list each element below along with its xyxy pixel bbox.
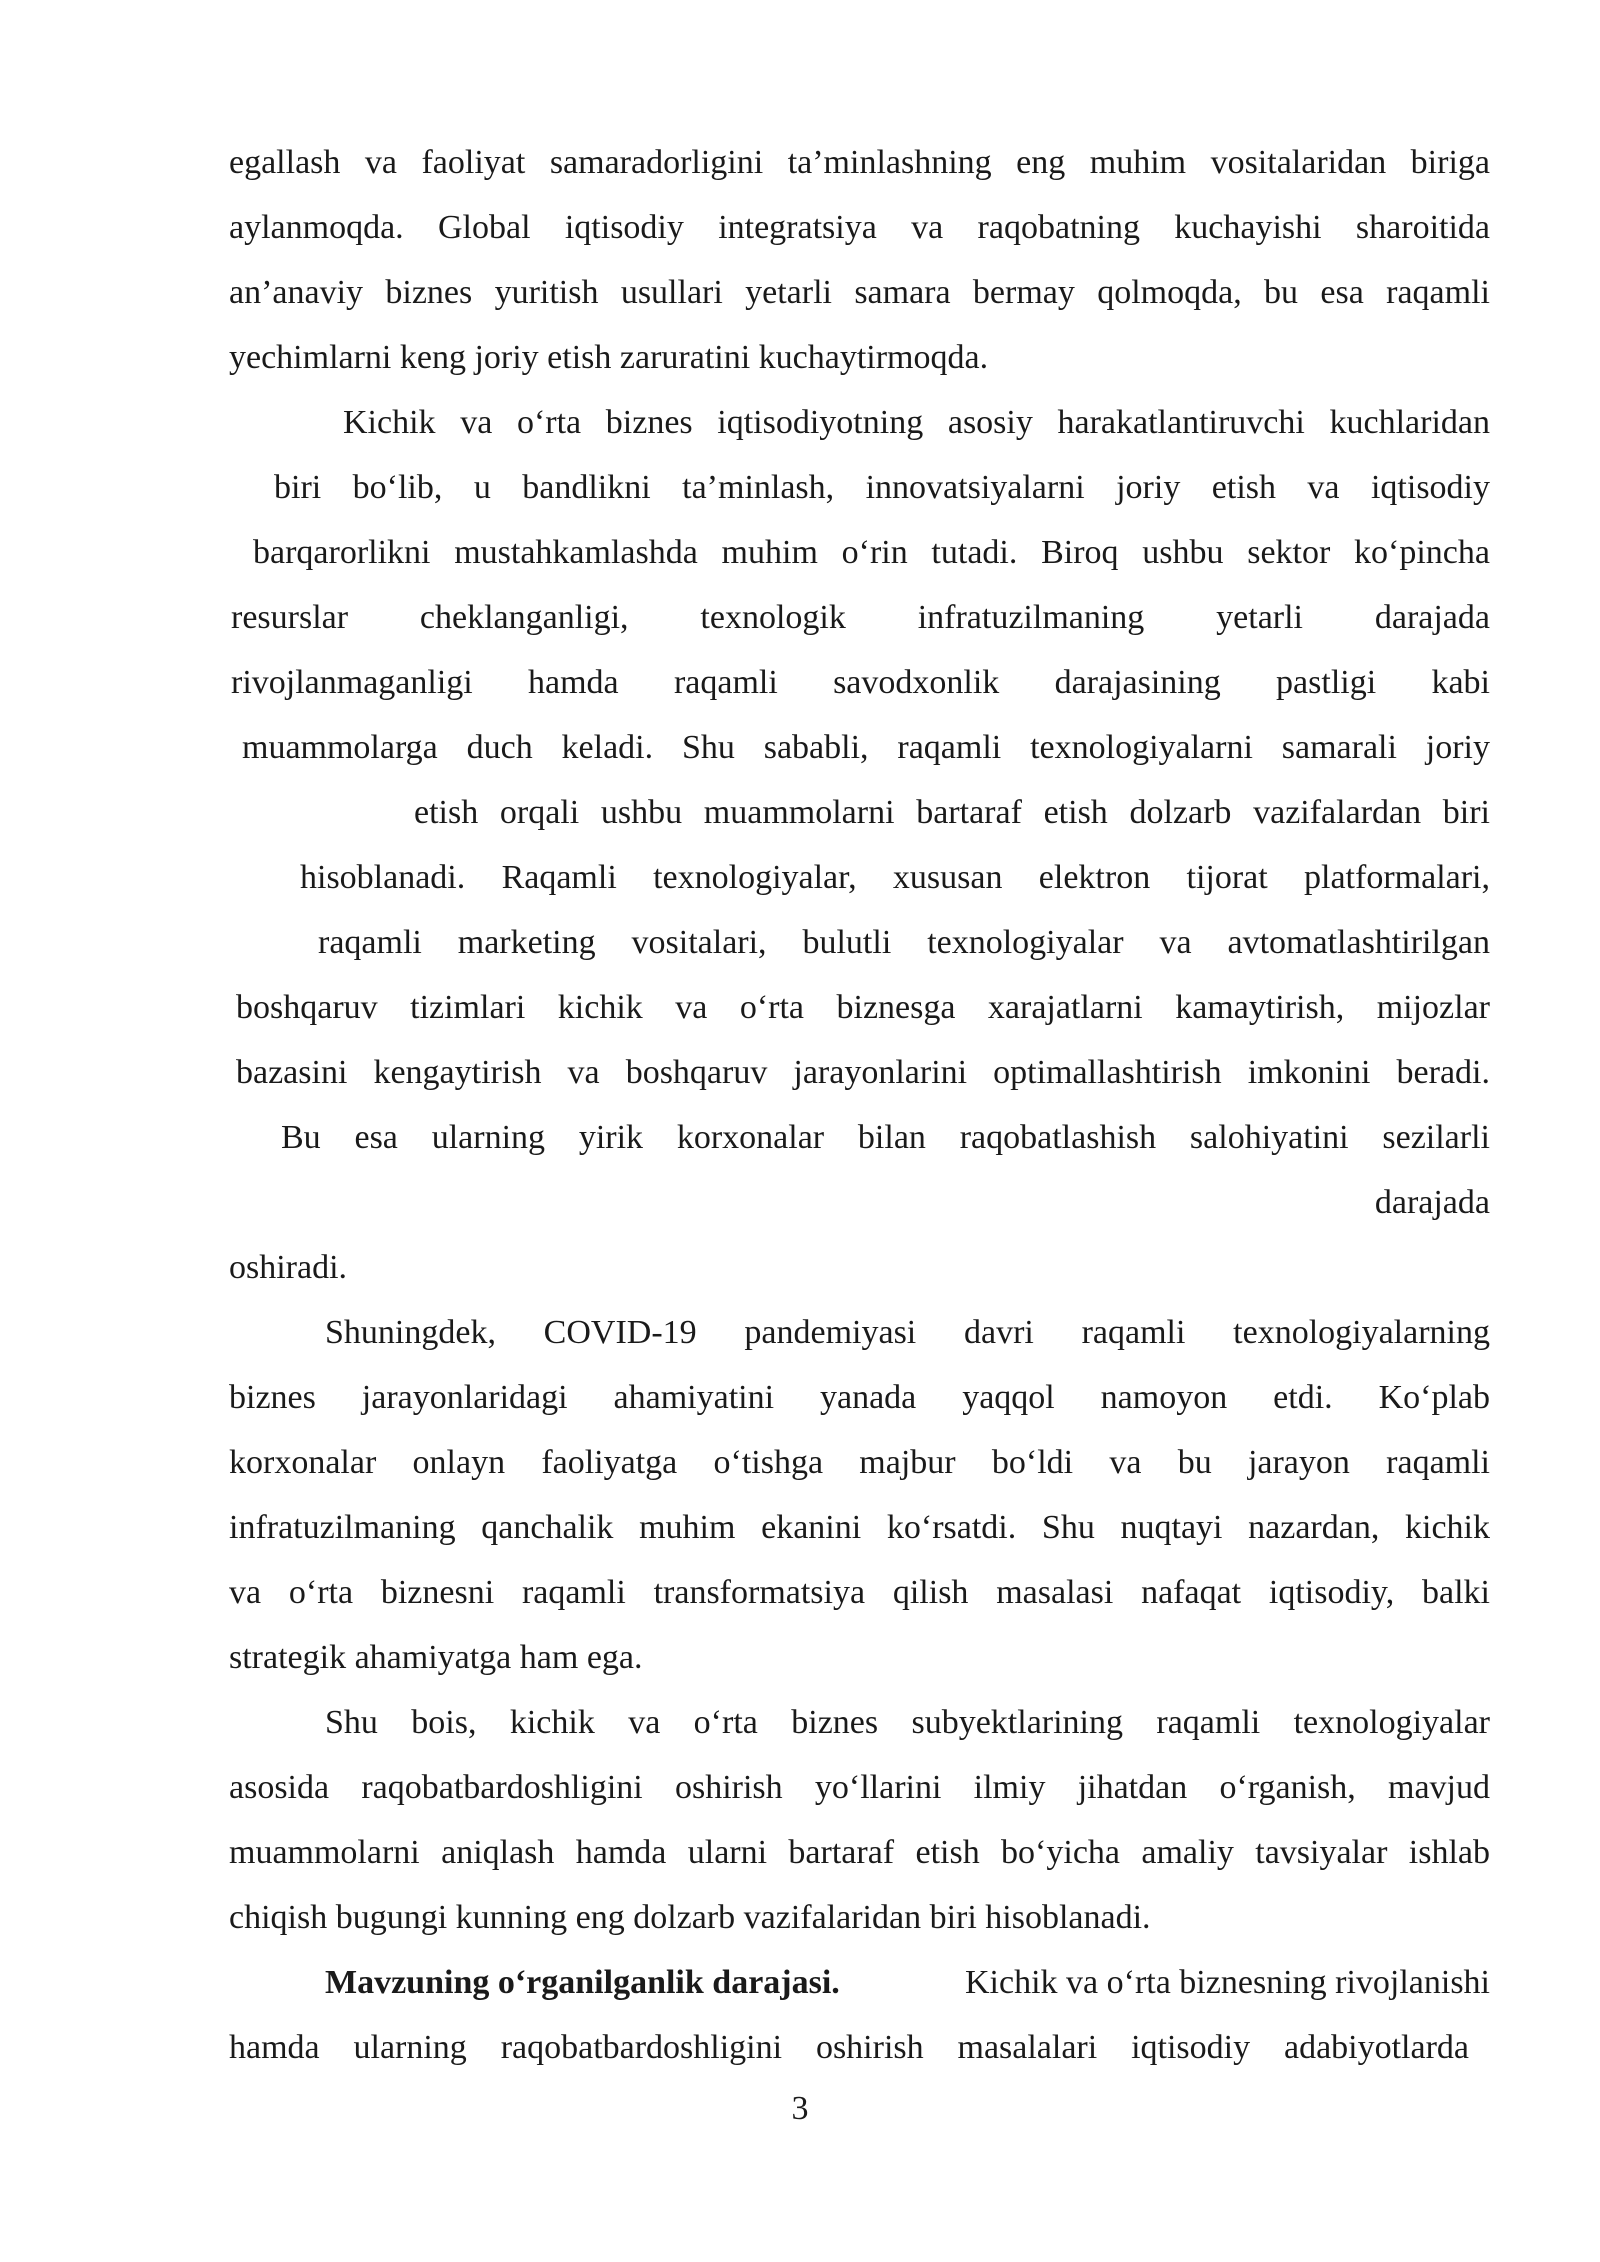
text-line: rivojlanmaganligi hamda raqamli savodxonlik darajasining pastligi kabi	[231, 664, 1490, 701]
text-line: Shuningdek, COVID-19 pandemiyasi davri raqamli texnologiyalarning	[325, 1314, 1490, 1351]
text-line: hisoblanadi. Raqamli texnologiyalar, xususan elektron tijorat platformalari,	[300, 859, 1490, 896]
text-line: hamda ularning raqobatbardoshligini oshirish masalalari iqtisodiy adabiyotlarda	[229, 2029, 1469, 2066]
text-line: resurslar cheklanganligi, texnologik infratuzilmaning yetarli darajada	[231, 599, 1490, 636]
text-line: biznes jarayonlaridagi ahamiyatini yanada yaqqol namoyon etdi. Ko‘plab	[229, 1379, 1490, 1416]
text-line: raqamli marketing vositalari, bulutli texnologiyalar va avtomatlashtirilgan	[318, 924, 1490, 961]
text-line: muammolarga duch keladi. Shu sababli, raqamli texnologiyalarni samarali joriy	[242, 729, 1490, 766]
section-heading-line	[325, 1961, 1490, 2005]
text-line: oshiradi.	[229, 1249, 348, 1286]
text-line: korxonalar onlayn faoliyatga o‘tishga majbur bo‘ldi va bu jarayon raqamli	[229, 1444, 1490, 1481]
heading-continuation: Kichik va o‘rta biznesning rivojlanishi	[965, 1964, 1490, 2001]
text-line: Bu esa ularning yirik korxonalar bilan raqobatlashish salohiyatini sezilarli	[281, 1119, 1490, 1156]
text-line: barqarorlikni mustahkamlashda muhim o‘rin tutadi. Biroq ushbu sektor ko‘pincha	[253, 534, 1490, 571]
text-line: bazasini kengaytirish va boshqaruv jarayonlarini optimallashtirish imkonini beradi.	[236, 1054, 1490, 1091]
section-heading: Mavzuning o‘rganilganlik darajasi.	[325, 1964, 840, 2001]
text-line: biri bo‘lib, u bandlikni ta’minlash, innovatsiyalarni joriy etish va iqtisodiy	[274, 469, 1490, 506]
text-line: va o‘rta biznesni raqamli transformatsiya qilish masalasi nafaqat iqtisodiy, balki	[229, 1574, 1490, 1611]
text-line: aylanmoqda. Global iqtisodiy integratsiya va raqobatning kuchayishi sharoitida	[229, 209, 1490, 246]
text-line: boshqaruv tizimlari kichik va o‘rta biznesga xarajatlarni kamaytirish, mijozlar	[236, 989, 1490, 1026]
text-line: etish orqali ushbu muammolarni bartaraf etish dolzarb vazifalardan biri	[414, 794, 1490, 831]
text-line: Shu bois, kichik va o‘rta biznes subyektlarining raqamli texnologiyalar	[325, 1704, 1490, 1741]
text-line: infratuzilmaning qanchalik muhim ekanini ko‘rsatdi. Shu nuqtayi nazardan, kichik	[229, 1509, 1490, 1546]
page-number: 3	[791, 2090, 809, 2127]
text-line: an’anaviy biznes yuritish usullari yetarli samara bermay qolmoqda, bu esa raqamli	[229, 274, 1490, 311]
text-line: yechimlarni keng joriy etish zaruratini kuchaytirmoqda.	[229, 339, 989, 376]
text-line: asosida raqobatbardoshligini oshirish yo‘llarini ilmiy jihatdan o‘rganish, mavjud	[229, 1769, 1490, 1806]
text-line: strategik ahamiyatga ham ega.	[229, 1639, 643, 1676]
text-line: muammolarni aniqlash hamda ularni bartaraf etish bo‘yicha amaliy tavsiyalar ishlab	[229, 1834, 1490, 1871]
text-line: egallash va faoliyat samaradorligini ta’minlashning eng muhim vositalaridan biriga	[229, 144, 1490, 181]
text-line: Kichik va o‘rta biznes iqtisodiyotning asosiy harakatlantiruvchi kuchlaridan	[343, 404, 1490, 441]
text-line: chiqish bugungi kunning eng dolzarb vazifalaridan biri hisoblanadi.	[229, 1899, 1151, 1936]
text-line: darajada	[1374, 1184, 1490, 1221]
